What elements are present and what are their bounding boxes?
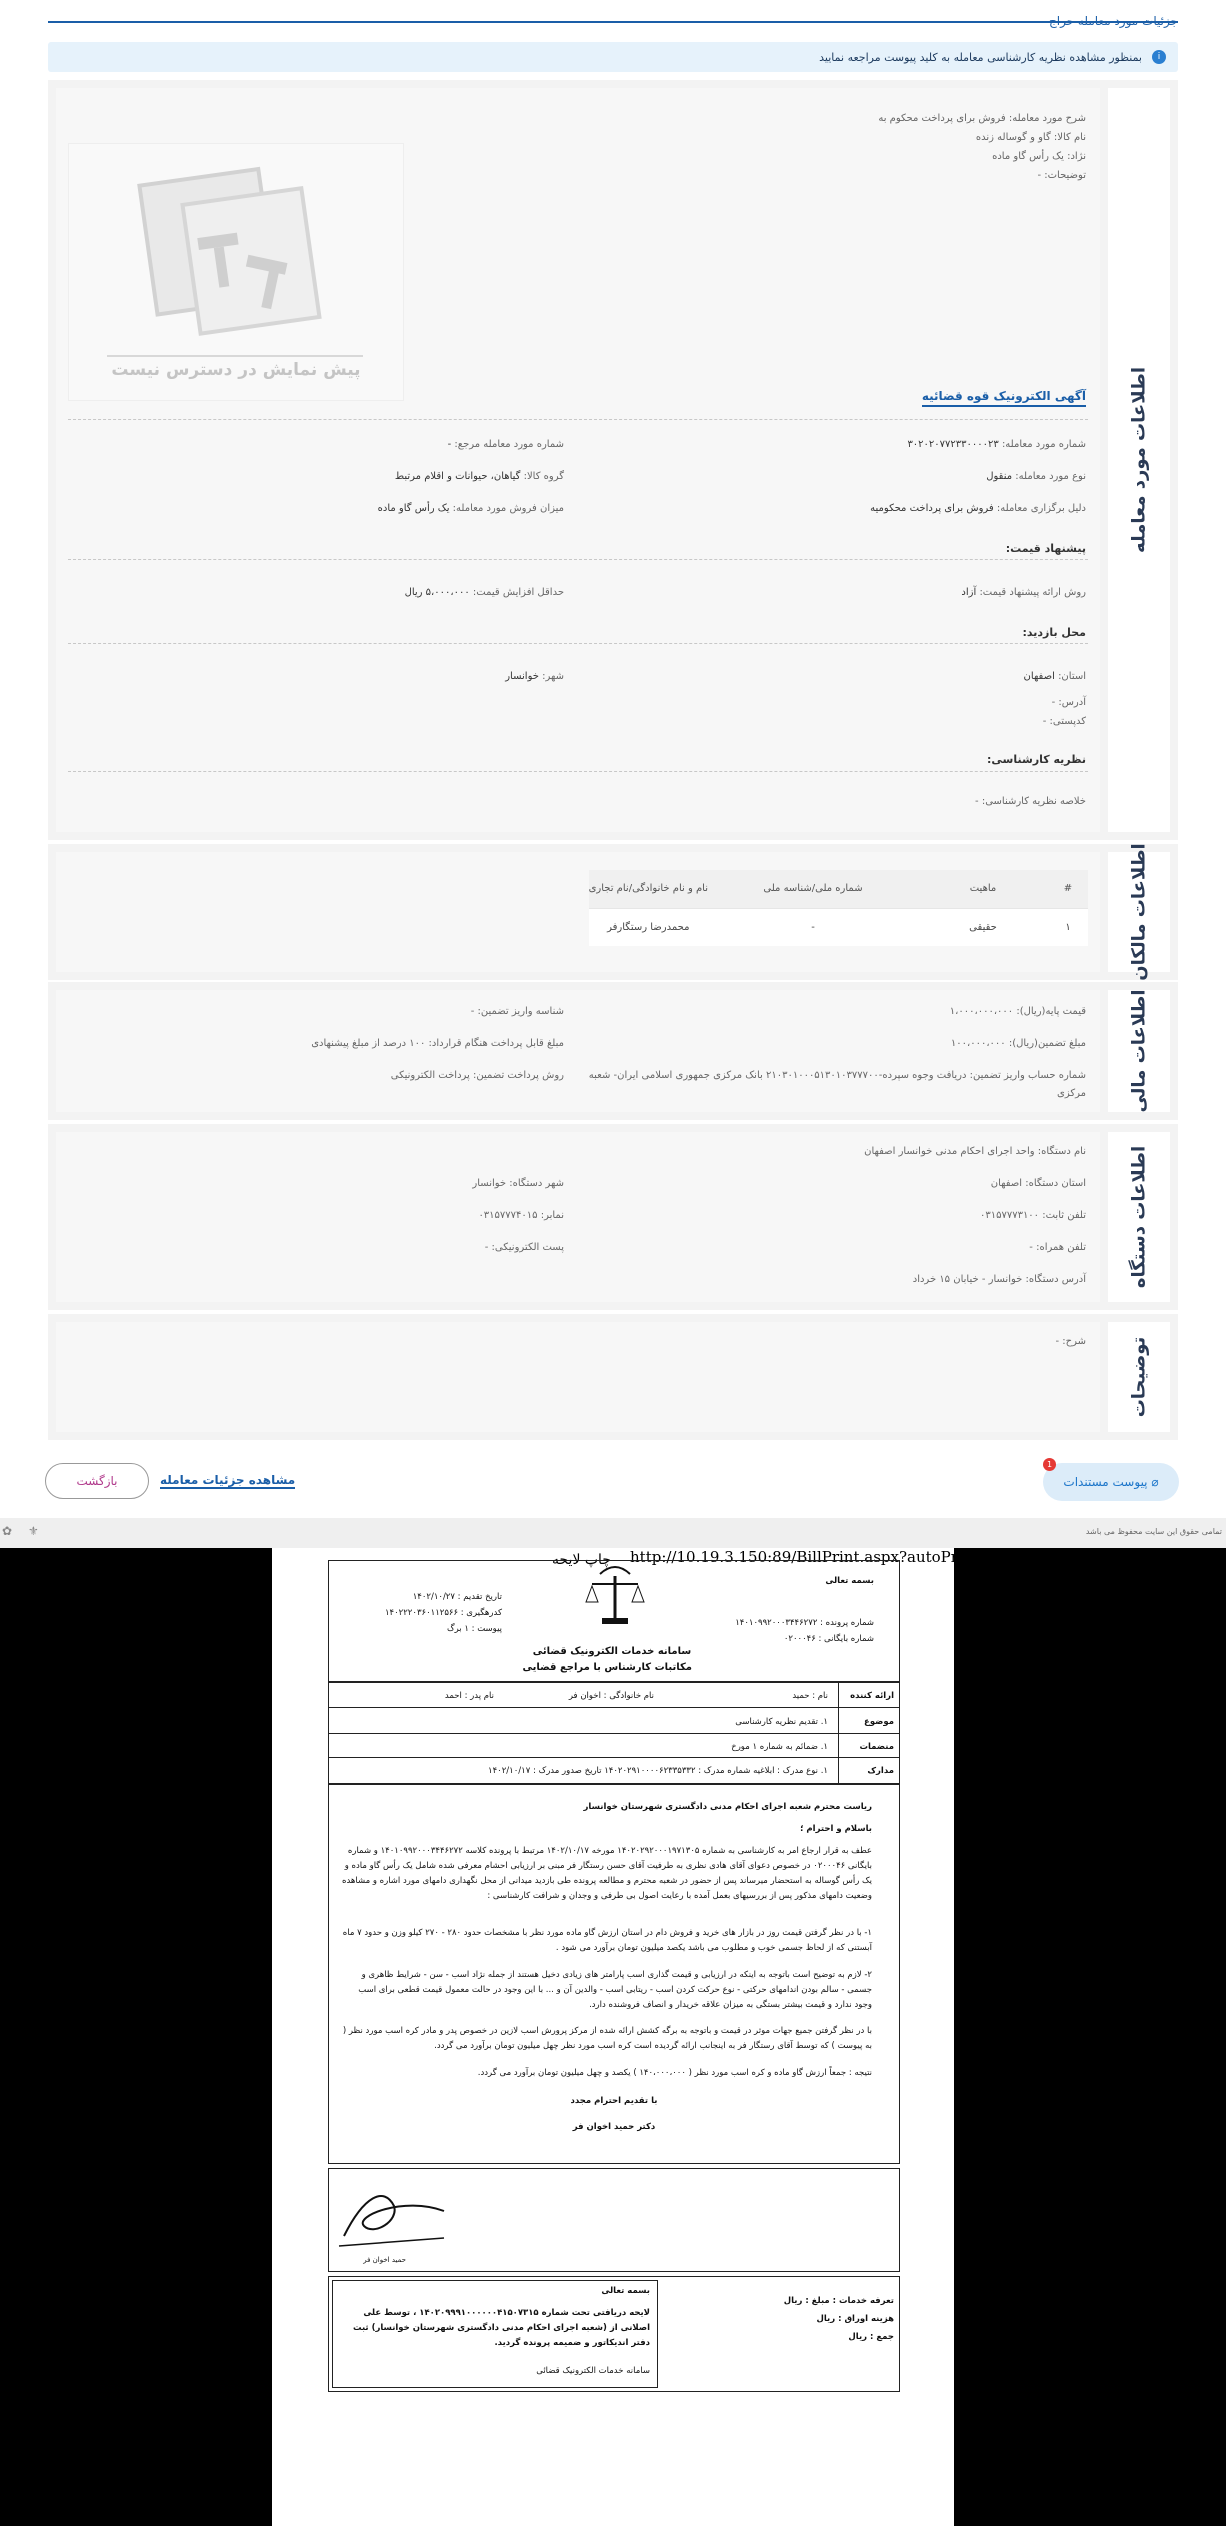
sale-reason: دلیل برگزاری معامله: فروش برای پرداخت محکومیه <box>870 503 1086 514</box>
finance-section <box>48 982 1178 1120</box>
account-number-cont: مرکزی <box>1057 1088 1086 1099</box>
org-province: استان دستگاه: اصفهان <box>990 1178 1086 1189</box>
item-type: نوع مورد معامله: منقول <box>986 471 1086 482</box>
finance-section-side <box>1108 990 1170 1112</box>
doc-body-close: با تقدیم احترام مجدد <box>570 2096 658 2106</box>
owners-table <box>589 870 1088 946</box>
view-details-link[interactable]: مشاهده جزئیات معامله <box>160 1473 296 1487</box>
cell-national-id: - <box>708 908 918 946</box>
price-method: روش ارائه پیشنهاد قیمت: آزاد <box>961 587 1086 598</box>
ref-number: شماره مورد معامله مرجع: - <box>447 439 564 450</box>
doc-body-p5: نتیجه : جمعاً ارزش گاو ماده و کره اسب مورد نظر ( ۱۴۰،۰۰۰،۰۰۰ ) یکصد و چهل میلیون تومان برآورد می گردد. <box>477 2068 872 2078</box>
emblem-icon: ⚜ <box>28 1524 39 1538</box>
price-heading: پیشنهاد قیمت: <box>1005 542 1086 555</box>
doc-body-p2: ۱- با در نظر گرفتن قیمت روز در بازار های خرید و فروش دام در استان ارزش گاو ماده مورد نظر با مشخصات حدود ۲۸۰ - ۲۷۰ کیلو وزن و حدود ۷ ماه آبستنی که از لحاظ جسمی خوب و مطلوب می باشد یکصد میلیون تومان برآورد می شود . <box>342 1928 872 1953</box>
col-type: ماهیت <box>918 870 1048 908</box>
owners-section <box>48 844 1178 980</box>
divider <box>68 419 1088 420</box>
desc-card <box>56 1322 1100 1432</box>
doc-body-p3: ۲- لازم به توضیح است باتوجه به اینکه در ارزیابی و قیمت گذاری اسب پارامتر های زیادی دخیل هستند از جمله نژاد اسب - سن - شرایط ظاهری و جسمی - سالم بودن اندامهای حرکتی - نوع حرکت کردن اسب - ریتابی اسب - والدین آن و ... با این وجود در حالت معمول قیمت قطعی برای اسب وجود ندارد و قیمت بیشتر بستگی به میزان علاقه خریدار و انصاف فروشنده دارد. <box>358 1970 872 2010</box>
item-product: نام کالا: گاو و گوساله زنده <box>975 132 1086 143</box>
org-city: شهر دستگاه: خوانسار <box>472 1178 564 1189</box>
org-section-title: اطلاعات دستگاه <box>1128 1145 1150 1289</box>
item-section-side <box>1108 88 1170 832</box>
owners-section-side <box>1108 843 1170 981</box>
document-url: http://10.19.3.150:89/BillPrint.aspx?autoPrint=t <box>630 1548 998 1566</box>
doc-fee: تعرفه خدمات : مبلغ : ریال <box>783 2296 894 2306</box>
document-viewer <box>0 1548 1226 2526</box>
doc-sender-name: نام : حمید <box>792 1691 828 1701</box>
desc-section-side <box>1108 1322 1170 1432</box>
cell-name: محمدرضا رستگارفر <box>589 908 708 946</box>
org-name: نام دستگاه: واحد اجرای احکام مدنی خوانسار اصفهان <box>864 1146 1086 1157</box>
visit-postal: کدپستی: - <box>1042 716 1086 727</box>
doc-box-text: لایحه دریافتی تحت شماره ۱۴۰۲۰۹۹۹۱۰۰۰۰۰۰۴۱۵۰۷۳۱۵ ، توسط علی اصلانی از (شعبه اجرای احکام مدنی دادگستری شهرستان خوانسار) ثبت دفتر اندیکاتور و ضمیمه پرونده گردید. <box>352 2308 650 2348</box>
doc-subject-label: موضوع <box>864 1717 894 1727</box>
org-card <box>56 1132 1100 1302</box>
doc-case-no: شماره پرونده : ۱۴۰۱۰۹۹۲۰۰۰۳۴۴۶۲۷۲ <box>735 1618 874 1628</box>
ad-link[interactable]: آگهی الکترونیک قوه قضائیه <box>922 389 1086 407</box>
doc-body-to: ریاست محترم شعبه اجرای احکام مدنی دادگستری شهرستان خوانسار <box>583 1802 872 1812</box>
doc-attachments-label: منضمات <box>859 1742 894 1752</box>
col-national-id: شماره ملی/شناسه ملی <box>708 870 918 908</box>
org-fax: نمابر: ۰۳۱۵۷۷۷۴۰۱۵ <box>478 1210 564 1221</box>
doc-attachments: ۱. ضمائم به شماره ۱ مورخ <box>731 1742 828 1752</box>
divider <box>68 559 1088 560</box>
document-page <box>272 1548 998 2526</box>
item-section-title: اطلاعات مورد معامله <box>1128 367 1150 553</box>
guarantee-amount: مبلغ تضمین(ریال): ۱۰۰،۰۰۰،۰۰۰ <box>950 1038 1086 1049</box>
doc-tracking: کدرهگیری : ۱۴۰۲۲۲۰۳۶۰۱۱۲۵۶۶ <box>384 1608 502 1618</box>
min-increase: حداقل افزایش قیمت: ۵،۰۰۰،۰۰۰ ریال <box>404 587 564 598</box>
desc-section <box>48 1314 1178 1440</box>
doc-body-p4: با در نظر گرفتن جمیع جهات موثر در قیمت و باتوجه به برگه کشش ارائه شده از مرکز پرورش اسب لازین در خصوص پدر و مادر کره اسب مورد نظر ( به پیوست ) که توسط آقای رستگار فر به اینجانب ارائه گردیده است کره اسب مورد نظر چهل میلیون تومان برآورد می گردد. <box>342 2026 872 2051</box>
org-phone: تلفن ثابت: ۰۳۱۵۷۷۷۳۱۰۰ <box>979 1210 1086 1221</box>
back-button[interactable]: بازگشت <box>45 1463 149 1499</box>
copyright-text: تمامی حقوق این سایت محفوظ می باشد <box>1085 1527 1222 1536</box>
item-notes: توضیحات: - <box>1037 170 1086 181</box>
cell-type: حقیقی <box>918 908 1048 946</box>
finance-card <box>56 990 1100 1112</box>
signature-image <box>334 2176 454 2256</box>
desc-text: شرح: - <box>1055 1336 1086 1347</box>
doc-box-title: بسمه تعالی <box>601 2286 650 2296</box>
image-placeholder-text: پیش نمایش در دسترس نیست <box>111 360 361 380</box>
pay-method: روش پرداخت تضمین: پرداخت الکترونیکی <box>390 1070 564 1081</box>
doc-sender-label: ارائه کننده <box>850 1691 894 1701</box>
item-breed: نژاد: یک رأس گاو ماده <box>992 151 1086 162</box>
col-name: نام و نام خانوادگی/نام تجاری <box>589 870 708 908</box>
attach-count-badge: 1 <box>1043 1458 1056 1471</box>
expert-heading: نظریه کارشناسی: <box>987 753 1086 766</box>
table-row <box>589 908 1088 946</box>
doc-docs-label: مدارک <box>867 1766 894 1776</box>
print-label[interactable]: چاپ لایحه <box>552 1552 611 1568</box>
base-price: قیمت پایه(ریال): ۱،۰۰۰،۰۰۰،۰۰۰ <box>949 1006 1086 1017</box>
org-section <box>48 1124 1178 1310</box>
org-section-side <box>1108 1132 1170 1302</box>
doc-sender-father: نام پدر : احمد <box>444 1691 494 1701</box>
doc-body-sign: دکتر حمید اخوان فر <box>572 2122 656 2132</box>
attach-docs-button[interactable] <box>1043 1460 1179 1501</box>
item-number: شماره مورد معامله: ۳۰۲۰۲۰۷۷۲۳۳۰۰۰۰۲۳ <box>907 439 1086 450</box>
owners-section-title: اطلاعات مالکان <box>1128 843 1150 981</box>
doc-paper-fee: هزینه اوراق : ریال <box>816 2314 894 2324</box>
item-card <box>56 88 1100 832</box>
sale-amount: میزان فروش مورد معامله: یک رأس گاو ماده <box>377 503 564 514</box>
footer <box>0 1518 1226 1548</box>
divider <box>68 771 1088 772</box>
doc-bismillah: بسمه تعالی <box>825 1576 874 1586</box>
desc-section-title: توضیحات <box>1128 1336 1150 1418</box>
doc-archive-no: شماره بایگانی : ۰۲۰۰۰۴۶ <box>783 1634 874 1644</box>
expert-summary: خلاصه نظریه کارشناسی: - <box>975 796 1086 807</box>
doc-sender-family: نام خانوادگی : اخوان فر <box>568 1691 654 1701</box>
table-header <box>589 870 1088 908</box>
org-address: آدرس دستگاه: خوانسار - خیابان ۱۵ خرداد <box>912 1274 1086 1285</box>
image-placeholder <box>68 143 404 401</box>
col-index: # <box>1048 870 1088 908</box>
doc-body-p1: عطف به قرار ارجاع امر به کارشناسی به شماره ۱۴۰۲۰۲۹۲۰۰۰۱۹۷۱۳۰۵ مورخه ۱۴۰۲/۱۰/۱۷ مرتبط با پرونده کلاسه ۱۴۰۱۰۹۹۲۰۰۰۳۴۴۶۲۷۲ و شماره بایگانی ۰۲۰۰۰۴۶ در خصوص دعوای آقای هادی نظری به طرفیت آقای حسن رستگار فر مبنی بر ارزیابی احشام معرفی شده شامل یک رأس گاو ماده و یک رأس گوساله به استحضار میرساند پس از حضور در شعبه محترم و مطالعه پرونده طی بازدید میدانی از محل نگهداری دامهای مورد اشاره و مشاهده وضعیت دامهای مذکور پس از بررسیهای بعمل آمده با رعایت اصول بی طرفی و وجدان و شرافت کارشناسی : <box>342 1846 872 1901</box>
item-section <box>48 80 1178 840</box>
doc-body-greet: باسلام و احترام ؛ <box>800 1824 872 1834</box>
doc-system-subtitle: مکاتبات کارشناس با مراجع قضایی <box>522 1662 692 1673</box>
divider <box>68 643 1088 644</box>
scales-icon <box>580 1562 650 1628</box>
visit-address: آدرس: - <box>1051 697 1086 708</box>
signature-name: حمید اخوان فر <box>363 2256 406 2264</box>
info-banner-text: بمنظور مشاهده نظریه کارشناسی معامله به کلید پیوست مراجعه نمایید <box>819 51 1142 64</box>
visit-province: استان: اصفهان <box>1023 671 1086 682</box>
goods-group: گروه کالا: گیاهان، حیوانات و اقلام مرتبط <box>394 471 564 482</box>
deposit-id: شناسه واریز تضمین: - <box>470 1006 564 1017</box>
doc-date: تاریخ تقدیم : ۱۴۰۲/۱۰/۲۷ <box>412 1592 502 1602</box>
attach-docs-label: پیوست مستندات <box>1063 1475 1148 1489</box>
doc-system-title: سامانه خدمات الکترونیک قضائی <box>532 1646 692 1657</box>
doc-total: جمع : ریال <box>848 2332 894 2342</box>
info-banner <box>48 42 1178 72</box>
info-icon: i <box>1152 50 1166 64</box>
doc-col-line <box>838 1682 839 1784</box>
org-mobile: تلفن همراه: - <box>1029 1242 1086 1253</box>
paperclip-icon: ⌀ <box>1147 1475 1159 1489</box>
owners-card <box>56 852 1100 972</box>
item-description: شرح مورد معامله: فروش برای پرداخت محکوم به <box>878 113 1086 124</box>
visit-city: شهر: خوانسار <box>505 671 564 682</box>
doc-docs: ۱. نوع مدرک : ابلاغیه شماره مدرک : ۱۴۰۲۰۲۹۱۰۰۰۰۶۲۳۳۵۳۳۲ تاریخ صدور مدرک : ۱۴۰۲/۱۰/۱۷ <box>488 1766 828 1776</box>
payable-amount: مبلغ قابل پرداخت هنگام قرارداد: ۱۰۰ درصد از مبلغ پیشنهادی <box>311 1038 564 1049</box>
cell-index: ۱ <box>1048 908 1088 946</box>
doc-box-foot: سامانه خدمات الکترونیک قضائی <box>536 2366 650 2376</box>
finance-section-title: اطلاعات مالی <box>1128 989 1150 1113</box>
visit-heading: محل بازدید: <box>1022 626 1086 639</box>
doc-subject: ۱. تقدیم نظریه کارشناسی <box>735 1717 828 1727</box>
doc-attach-count: پیوست : ۱ برگ <box>446 1624 502 1634</box>
emblem-icon: ✿ <box>2 1524 13 1538</box>
org-email: پست الکترونیکی: - <box>484 1242 564 1253</box>
account-number: شماره حساب واریز تضمین: دریافت وجوه سپرده-۲۱۰۳۰۱۰۰۰۵۱۳۰۱۰۳۷۷۷۰۰ بانک مرکزی جمهوری اسلامی ایران- شعبه <box>588 1070 1086 1081</box>
header-divider <box>48 21 1178 23</box>
